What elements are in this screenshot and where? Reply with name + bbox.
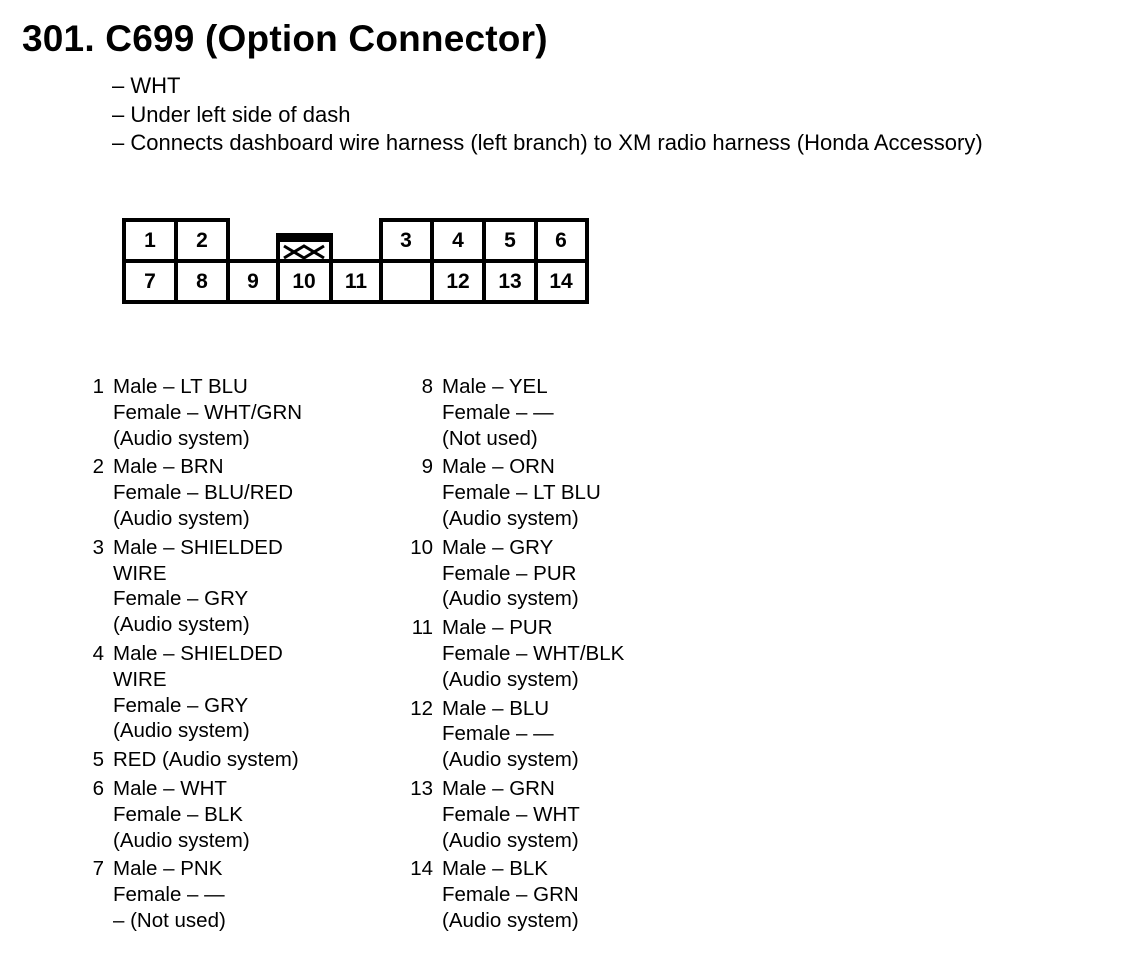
page-title: 301. C699 (Option Connector) bbox=[22, 18, 548, 59]
pin-number: 11 bbox=[344, 270, 368, 293]
pin-entry-number: 9 bbox=[421, 455, 433, 479]
pin-entry-1 bbox=[70, 374, 302, 451]
pin-entry-line: (Audio system) bbox=[442, 908, 579, 932]
pin-entry-14 bbox=[399, 856, 624, 933]
pin-entry-5 bbox=[70, 747, 302, 773]
connector-gap-line bbox=[381, 261, 432, 302]
pin-entry-line: Male – PNK bbox=[113, 857, 223, 881]
description-line: – Under left side of dash bbox=[112, 101, 351, 127]
pin-entry-line: Female – — bbox=[113, 883, 225, 907]
pin-entry-line: (Audio system) bbox=[442, 587, 579, 611]
pin-entry-line: WIRE bbox=[113, 561, 167, 585]
pin-entry-number: 12 bbox=[410, 696, 433, 720]
pin-entry-line: (Audio system) bbox=[113, 613, 250, 637]
pin-entry-line: Female – GRY bbox=[113, 587, 249, 611]
pin-entry-11 bbox=[399, 615, 624, 692]
pin-entry-number: 3 bbox=[92, 535, 104, 559]
pin-entry-line: Female – LT BLU bbox=[442, 481, 601, 505]
pin-number: 2 bbox=[196, 229, 208, 252]
pin-entry-line: Female – GRY bbox=[113, 693, 249, 717]
pin-entry-line: Male – GRY bbox=[442, 535, 554, 559]
pin-entry-line: Male – BRN bbox=[113, 455, 224, 479]
pin-entry-line: WIRE bbox=[113, 667, 167, 691]
pin-entry-line: (Audio system) bbox=[442, 748, 579, 772]
pin-entry-number: 13 bbox=[410, 776, 433, 800]
pin-entry-8 bbox=[399, 374, 624, 451]
pin-list-right bbox=[399, 374, 624, 937]
pin-entry-12 bbox=[399, 696, 624, 773]
pin-entry-line: (Audio system) bbox=[113, 828, 250, 852]
pin-number: 8 bbox=[196, 270, 208, 293]
pin-number: 7 bbox=[144, 270, 156, 293]
pin-number: 10 bbox=[292, 270, 316, 293]
pin-entry-line: Male – SHIELDED bbox=[113, 641, 283, 665]
pin-number: 13 bbox=[498, 270, 522, 293]
pin-entry-4 bbox=[70, 641, 302, 744]
pin-entry-line: Male – YEL bbox=[442, 375, 548, 398]
pin-entry-number: 11 bbox=[411, 616, 433, 640]
pin-entry-line: Male – ORN bbox=[442, 455, 555, 479]
pin-entry-line: Male – GRN bbox=[442, 776, 555, 800]
pin-entry-6 bbox=[70, 776, 302, 853]
pin-number: 9 bbox=[247, 270, 259, 293]
lock-tab-icon bbox=[278, 235, 331, 261]
pin-entry-line: Male – WHT bbox=[113, 776, 227, 800]
pin-entry-line: Female – — bbox=[442, 400, 554, 424]
pin-entry-number: 6 bbox=[92, 776, 104, 800]
pin-entry-line: – (Not used) bbox=[113, 908, 226, 932]
pin-entry-line: RED (Audio system) bbox=[113, 748, 299, 772]
pin-entry-9 bbox=[399, 454, 624, 531]
pin-entry-line: Female – BLU/RED bbox=[113, 481, 294, 505]
pin-entry-number: 1 bbox=[92, 375, 104, 398]
pin-entry-line: (Audio system) bbox=[113, 506, 250, 530]
pin-entry-line: Female – BLK bbox=[113, 802, 243, 826]
pin-entry-line: (Audio system) bbox=[442, 828, 579, 852]
pin-number: 14 bbox=[549, 270, 573, 293]
description-line: – Connects dashboard wire harness (left branch) to XM radio harness (Honda Accessory) bbox=[112, 130, 983, 156]
pin-entry-line: (Audio system) bbox=[442, 667, 579, 691]
pin-entry-number: 14 bbox=[410, 857, 433, 881]
pin-entry-number: 4 bbox=[92, 641, 104, 665]
pin-number: 12 bbox=[446, 270, 470, 293]
pin-entry-13 bbox=[399, 776, 624, 853]
pin-entry-line: Male – LT BLU bbox=[113, 375, 248, 398]
pin-number: 6 bbox=[555, 229, 567, 252]
pin-entry-3 bbox=[70, 535, 302, 638]
description-line: – WHT bbox=[112, 73, 181, 98]
pin-entry-number: 2 bbox=[92, 455, 104, 479]
pin-number: 5 bbox=[504, 229, 516, 252]
pin-entry-line: Female – WHT/GRN bbox=[113, 400, 303, 424]
pin-entry-line: (Audio system) bbox=[442, 506, 579, 530]
pin-list-left bbox=[70, 374, 302, 937]
pin-entry-line: Male – BLK bbox=[442, 857, 548, 881]
pin-entry-line: Male – PUR bbox=[442, 616, 553, 640]
pin-entry-line: (Not used) bbox=[442, 426, 538, 450]
pin-entry-7 bbox=[70, 856, 302, 933]
pin-entry-number: 8 bbox=[421, 375, 433, 398]
pin-entry-line: (Audio system) bbox=[113, 719, 250, 743]
pin-number: 4 bbox=[452, 229, 464, 252]
pin-entry-number: 5 bbox=[92, 748, 104, 772]
connector-face-diagram bbox=[0, 0, 1136, 340]
pin-entry-line: Male – SHIELDED bbox=[113, 535, 283, 559]
pin-entry-line: Male – BLU bbox=[442, 696, 550, 720]
pin-entry-line: Female – GRN bbox=[442, 883, 579, 907]
pin-entry-line: (Audio system) bbox=[113, 426, 250, 450]
pin-entry-line: Female – PUR bbox=[442, 561, 577, 585]
pin-entry-2 bbox=[70, 454, 302, 531]
pin-entry-line: Female – WHT/BLK bbox=[442, 641, 625, 665]
pin-entry-10 bbox=[399, 535, 624, 612]
pin-number: 1 bbox=[144, 229, 156, 252]
pin-entry-number: 10 bbox=[410, 535, 433, 559]
pin-number: 3 bbox=[400, 229, 412, 252]
pin-entry-line: Female – — bbox=[442, 722, 554, 746]
pin-entry-line: Female – WHT bbox=[442, 802, 580, 826]
pin-entry-number: 7 bbox=[92, 857, 104, 881]
